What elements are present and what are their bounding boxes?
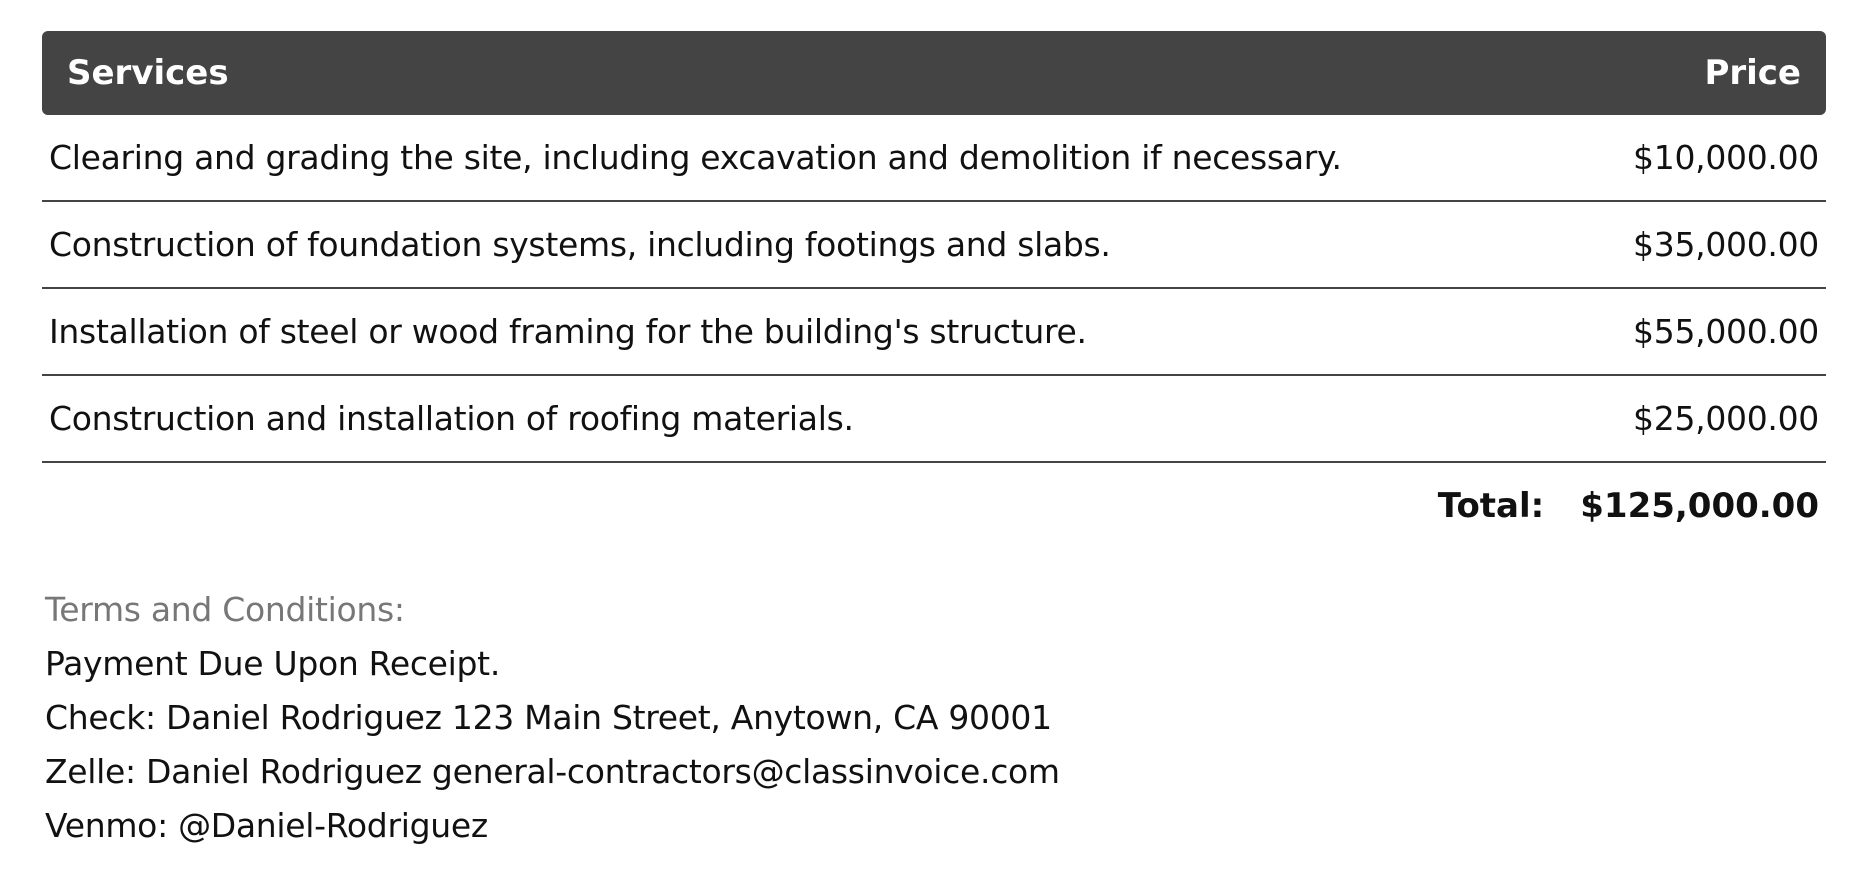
terms-venmo: Venmo: @Daniel-Rodriguez <box>45 806 488 845</box>
service-row <box>42 376 1826 463</box>
service-description: Construction of foundation systems, including footings and slabs. <box>49 225 1111 264</box>
service-description: Construction and installation of roofing materials. <box>49 399 854 438</box>
terms-section <box>42 583 1826 853</box>
service-price: $35,000.00 <box>1633 225 1819 264</box>
service-price: $25,000.00 <box>1633 399 1819 438</box>
terms-zelle: Zelle: Daniel Rodriguez general-contractors@classinvoice.com <box>45 752 1060 791</box>
service-row <box>42 289 1826 376</box>
services-table-header <box>42 31 1826 115</box>
service-description: Installation of steel or wood framing for the building's structure. <box>49 312 1087 351</box>
terms-title: Terms and Conditions: <box>45 590 405 629</box>
terms-payment-due: Payment Due Upon Receipt. <box>45 644 501 683</box>
price-column-header: Price <box>1704 53 1801 93</box>
service-description: Clearing and grading the site, including excavation and demolition if necessary. <box>49 138 1342 177</box>
services-column-header: Services <box>67 53 229 93</box>
terms-check: Check: Daniel Rodriguez 123 Main Street, Anytown, CA 90001 <box>45 698 1052 737</box>
service-price: $10,000.00 <box>1633 138 1819 177</box>
total-row <box>42 463 1826 549</box>
service-row <box>42 202 1826 289</box>
service-price: $55,000.00 <box>1633 312 1819 351</box>
service-row <box>42 115 1826 202</box>
total-value: $125,000.00 <box>1580 486 1819 526</box>
total-label: Total: <box>1437 486 1545 526</box>
invoice-page <box>42 31 1826 853</box>
